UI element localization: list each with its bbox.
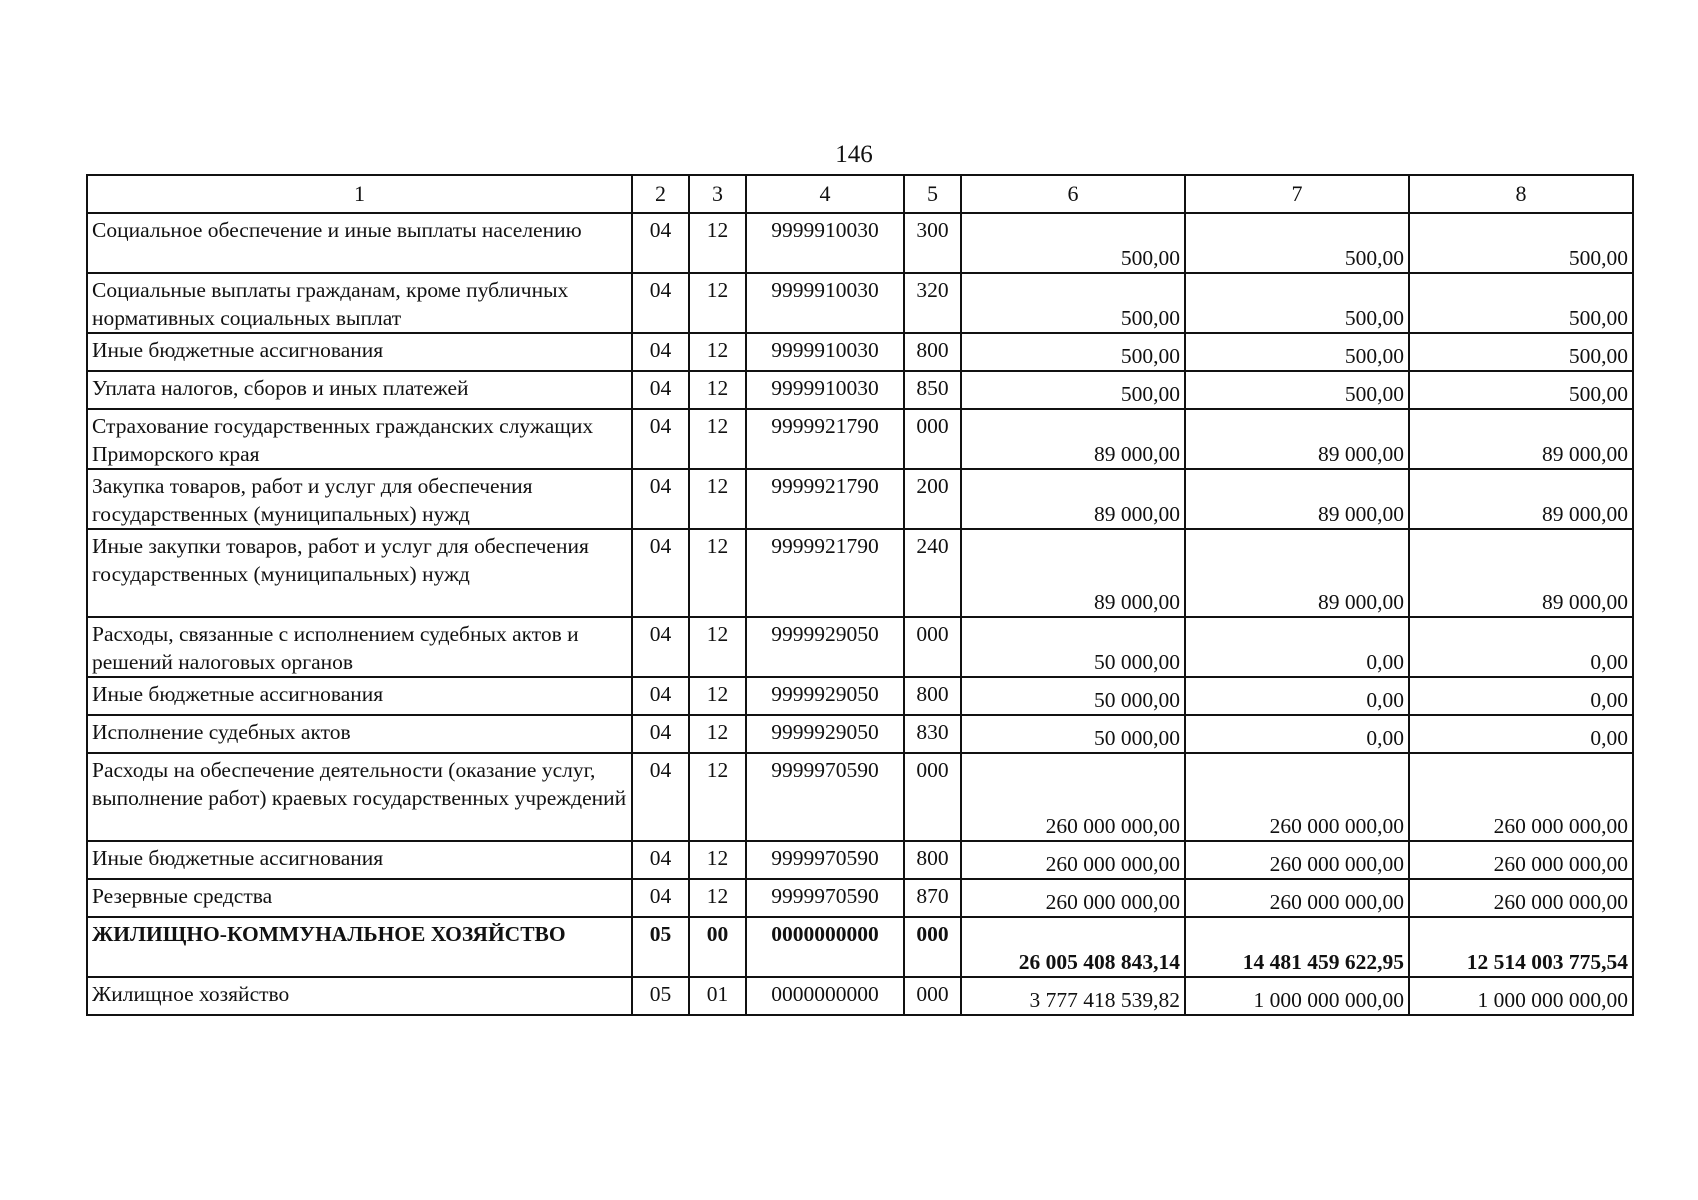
row-amount-8: 1 000 000 000,00 (1409, 977, 1633, 1015)
row-section: 04 (632, 371, 689, 409)
row-amount-8: 12 514 003 775,54 (1409, 917, 1633, 977)
row-amount-7: 500,00 (1185, 333, 1409, 371)
row-amount-6: 89 000,00 (961, 469, 1185, 529)
row-amount-6: 50 000,00 (961, 715, 1185, 753)
row-amount-6: 3 777 418 539,82 (961, 977, 1185, 1015)
row-expense-type: 870 (904, 879, 961, 917)
row-subsection: 12 (689, 529, 746, 617)
row-subsection: 12 (689, 841, 746, 879)
row-amount-7: 500,00 (1185, 213, 1409, 273)
row-subsection: 12 (689, 273, 746, 333)
row-name: Жилищное хозяйство (87, 977, 632, 1015)
row-amount-7: 500,00 (1185, 273, 1409, 333)
row-amount-8: 260 000 000,00 (1409, 879, 1633, 917)
row-amount-7: 1 000 000 000,00 (1185, 977, 1409, 1015)
row-amount-6: 89 000,00 (961, 409, 1185, 469)
col-header-8: 8 (1409, 175, 1633, 213)
row-section: 04 (632, 879, 689, 917)
row-name: Иные закупки товаров, работ и услуг для обеспечения государственных (муниципальных) нужд (87, 529, 632, 617)
row-target-code: 9999970590 (746, 753, 904, 841)
budget-table (86, 174, 1634, 1016)
row-amount-6: 500,00 (961, 273, 1185, 333)
row-expense-type: 000 (904, 917, 961, 977)
row-target-code: 9999921790 (746, 529, 904, 617)
row-amount-7: 14 481 459 622,95 (1185, 917, 1409, 977)
row-amount-6: 260 000 000,00 (961, 753, 1185, 841)
row-subsection: 00 (689, 917, 746, 977)
row-amount-6: 50 000,00 (961, 617, 1185, 677)
row-target-code: 9999910030 (746, 371, 904, 409)
row-expense-type: 200 (904, 469, 961, 529)
table-row (87, 715, 1633, 753)
row-amount-7: 89 000,00 (1185, 469, 1409, 529)
row-name: Исполнение судебных актов (87, 715, 632, 753)
row-expense-type: 240 (904, 529, 961, 617)
row-expense-type: 800 (904, 677, 961, 715)
row-section: 04 (632, 213, 689, 273)
row-subsection: 12 (689, 213, 746, 273)
row-target-code: 9999921790 (746, 469, 904, 529)
row-subsection: 12 (689, 677, 746, 715)
row-amount-8: 0,00 (1409, 617, 1633, 677)
row-amount-6: 500,00 (961, 333, 1185, 371)
table-row (87, 617, 1633, 677)
row-section: 04 (632, 333, 689, 371)
row-target-code: 9999921790 (746, 409, 904, 469)
table-row (87, 879, 1633, 917)
row-expense-type: 000 (904, 617, 961, 677)
row-amount-8: 500,00 (1409, 371, 1633, 409)
row-amount-6: 500,00 (961, 371, 1185, 409)
row-name: Социальные выплаты гражданам, кроме публичных нормативных социальных выплат (87, 273, 632, 333)
row-section: 04 (632, 273, 689, 333)
row-name: Расходы на обеспечение деятельности (оказание услуг, выполнение работ) краевых государственных учреждений (87, 753, 632, 841)
row-section: 04 (632, 715, 689, 753)
row-target-code: 9999910030 (746, 333, 904, 371)
row-target-code: 0000000000 (746, 977, 904, 1015)
row-name: Иные бюджетные ассигнования (87, 677, 632, 715)
col-header-2: 2 (632, 175, 689, 213)
row-section: 04 (632, 529, 689, 617)
row-target-code: 9999970590 (746, 879, 904, 917)
row-amount-6: 50 000,00 (961, 677, 1185, 715)
row-amount-7: 0,00 (1185, 715, 1409, 753)
table-row (87, 333, 1633, 371)
table-row (87, 841, 1633, 879)
row-expense-type: 320 (904, 273, 961, 333)
row-amount-6: 260 000 000,00 (961, 841, 1185, 879)
row-expense-type: 000 (904, 977, 961, 1015)
col-header-7: 7 (1185, 175, 1409, 213)
row-subsection: 12 (689, 715, 746, 753)
table-row (87, 371, 1633, 409)
table-row (87, 213, 1633, 273)
header-row (87, 175, 1633, 213)
row-target-code: 9999929050 (746, 677, 904, 715)
row-section: 04 (632, 677, 689, 715)
row-amount-7: 500,00 (1185, 371, 1409, 409)
row-expense-type: 000 (904, 753, 961, 841)
row-name: Резервные средства (87, 879, 632, 917)
row-expense-type: 000 (904, 409, 961, 469)
row-amount-6: 260 000 000,00 (961, 879, 1185, 917)
row-section: 04 (632, 409, 689, 469)
row-amount-8: 500,00 (1409, 273, 1633, 333)
row-amount-8: 89 000,00 (1409, 469, 1633, 529)
row-subsection: 12 (689, 753, 746, 841)
table-row (87, 273, 1633, 333)
row-subsection: 12 (689, 409, 746, 469)
row-amount-7: 260 000 000,00 (1185, 841, 1409, 879)
table-row (87, 409, 1633, 469)
row-name: Уплата налогов, сборов и иных платежей (87, 371, 632, 409)
row-target-code: 9999910030 (746, 273, 904, 333)
row-amount-8: 0,00 (1409, 715, 1633, 753)
row-amount-8: 500,00 (1409, 213, 1633, 273)
page-number: 146 (835, 141, 873, 168)
row-expense-type: 850 (904, 371, 961, 409)
row-amount-6: 500,00 (961, 213, 1185, 273)
row-name: Иные бюджетные ассигнования (87, 841, 632, 879)
row-name: Социальное обеспечение и иные выплаты населению (87, 213, 632, 273)
row-amount-7: 89 000,00 (1185, 409, 1409, 469)
row-name: Расходы, связанные с исполнением судебных актов и решений налоговых органов (87, 617, 632, 677)
row-amount-7: 260 000 000,00 (1185, 753, 1409, 841)
col-header-4: 4 (746, 175, 904, 213)
row-expense-type: 300 (904, 213, 961, 273)
row-target-code: 9999910030 (746, 213, 904, 273)
row-subsection: 12 (689, 333, 746, 371)
row-name: Закупка товаров, работ и услуг для обеспечения государственных (муниципальных) нужд (87, 469, 632, 529)
col-header-3: 3 (689, 175, 746, 213)
row-section: 05 (632, 977, 689, 1015)
row-amount-7: 0,00 (1185, 617, 1409, 677)
row-target-code: 9999970590 (746, 841, 904, 879)
row-section: 04 (632, 617, 689, 677)
row-section: 04 (632, 753, 689, 841)
col-header-1: 1 (87, 175, 632, 213)
table-row (87, 469, 1633, 529)
row-amount-7: 89 000,00 (1185, 529, 1409, 617)
row-expense-type: 800 (904, 333, 961, 371)
row-target-code: 9999929050 (746, 617, 904, 677)
row-subsection: 12 (689, 617, 746, 677)
row-subsection: 12 (689, 879, 746, 917)
row-target-code: 9999929050 (746, 715, 904, 753)
row-amount-6: 26 005 408 843,14 (961, 917, 1185, 977)
row-amount-8: 260 000 000,00 (1409, 841, 1633, 879)
row-name: Страхование государственных гражданских служащих Приморского края (87, 409, 632, 469)
row-subsection: 12 (689, 469, 746, 529)
row-section: 04 (632, 469, 689, 529)
row-section: 04 (632, 841, 689, 879)
table-row (87, 529, 1633, 617)
table-row (87, 753, 1633, 841)
row-expense-type: 830 (904, 715, 961, 753)
row-section: 05 (632, 917, 689, 977)
row-amount-8: 260 000 000,00 (1409, 753, 1633, 841)
row-amount-8: 89 000,00 (1409, 409, 1633, 469)
row-amount-6: 89 000,00 (961, 529, 1185, 617)
row-name: Иные бюджетные ассигнования (87, 333, 632, 371)
row-subsection: 12 (689, 371, 746, 409)
row-amount-7: 260 000 000,00 (1185, 879, 1409, 917)
col-header-5: 5 (904, 175, 961, 213)
row-subsection: 01 (689, 977, 746, 1015)
table-row (87, 977, 1633, 1015)
row-amount-8: 500,00 (1409, 333, 1633, 371)
table-row (87, 677, 1633, 715)
row-expense-type: 800 (904, 841, 961, 879)
row-amount-8: 0,00 (1409, 677, 1633, 715)
row-name: ЖИЛИЩНО-КОММУНАЛЬНОЕ ХОЗЯЙСТВО (87, 917, 632, 977)
col-header-6: 6 (961, 175, 1185, 213)
row-target-code: 0000000000 (746, 917, 904, 977)
row-amount-7: 0,00 (1185, 677, 1409, 715)
table-row-section-total (87, 917, 1633, 977)
row-amount-8: 89 000,00 (1409, 529, 1633, 617)
